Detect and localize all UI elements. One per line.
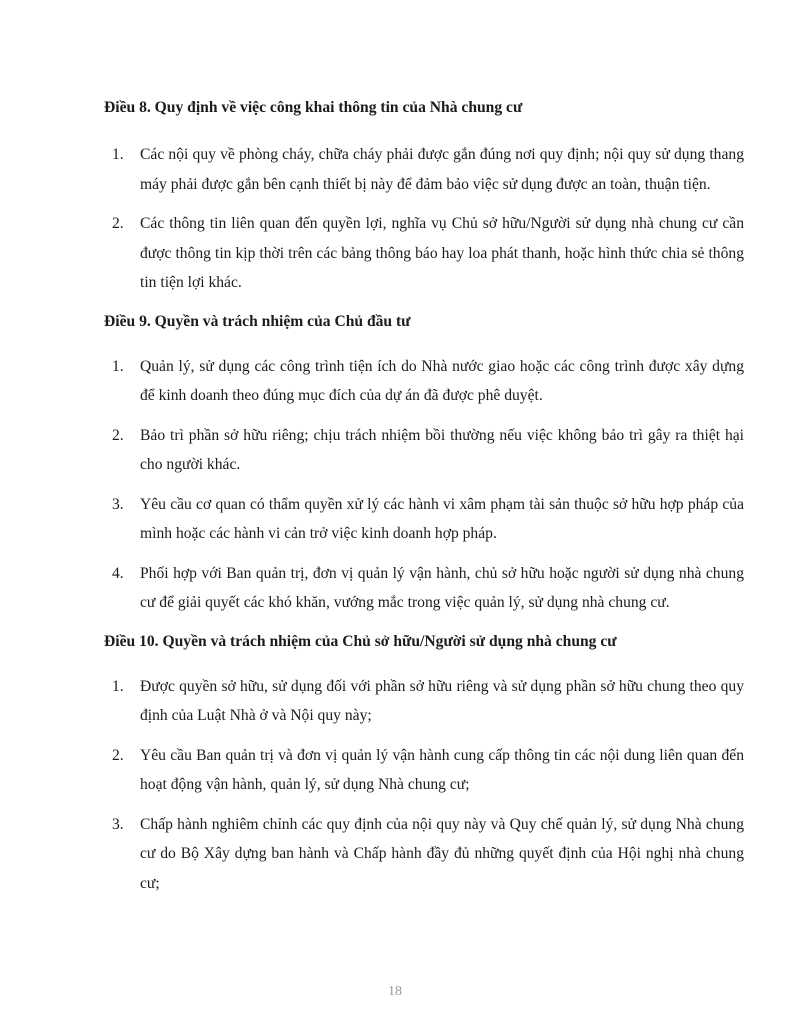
item-text: Các thông tin liên quan đến quyền lợi, nghĩa vụ Chủ sở hữu/Người sử dụng nhà chung cư cần được thông tin kịp thời trên các bảng thông báo hay loa phát thanh, hoặc hình thức chia sẻ thông tin tiện lợi khác. [140, 215, 744, 291]
item-text: Yêu cầu cơ quan có thẩm quyền xử lý các hành vi xâm phạm tài sản thuộc sở hữu hợp pháp của mình hoặc các hành vi cản trở việc kinh doanh hợp pháp. [140, 495, 744, 542]
item-number: 2. [112, 215, 124, 232]
item-number: 2. [112, 426, 124, 444]
item-number: 3. [112, 815, 124, 833]
list-item [104, 672, 744, 731]
item-number: 1. [112, 146, 124, 163]
list-item [104, 490, 744, 549]
section-title-dieu-10: Điều 10. Quyền và trách nhiệm của Chủ sở hữu/Người sử dụng nhà chung cư [104, 632, 617, 650]
item-number: 1. [112, 357, 124, 375]
item-text: Quản lý, sử dụng các công trình tiện ích do Nhà nước giao hoặc các công trình được xây dựng để kinh doanh theo đúng mục đích của dự án đã được phê duyệt. [140, 357, 744, 404]
item-text: Phối hợp với Ban quản trị, đơn vị quản lý vận hành, chủ sở hữu hoặc người sử dụng nhà chung cư để giải quyết các khó khăn, vướng mắc trong việc quản lý, sử dụng nhà chung cư. [140, 564, 744, 611]
item-number: 1. [112, 677, 124, 695]
document-body [104, 98, 744, 898]
section-list-dieu-10 [104, 672, 744, 899]
item-text: Các nội quy về phòng cháy, chữa cháy phải được gắn đúng nơi quy định; nội quy sử dụng thang máy phải được gắn bên cạnh thiết bị này để đảm bảo việc sử dụng được an toàn, thuận tiện. [140, 146, 744, 193]
section-list-dieu-9 [104, 352, 744, 618]
list-item [104, 140, 744, 199]
item-text: Được quyền sở hữu, sử dụng đối với phần sở hữu riêng và sử dụng phần sở hữu chung theo quy định của Luật Nhà ở và Nội quy này; [140, 677, 744, 724]
list-item [104, 559, 744, 618]
section-list-dieu-8 [104, 140, 744, 298]
item-number: 4. [112, 564, 124, 582]
list-item [104, 810, 744, 899]
list-item [104, 352, 744, 411]
item-text: Chấp hành nghiêm chỉnh các quy định của nội quy này và Quy chế quản lý, sử dụng Nhà chung cư do Bộ Xây dựng ban hành và Chấp hành đầy đủ những quyết định của Hội nghị nhà chung cư; [140, 815, 744, 892]
section-title-dieu-9: Điều 9. Quyền và trách nhiệm của Chủ đầu tư [104, 312, 411, 330]
list-item [104, 421, 744, 480]
list-item [104, 741, 744, 800]
list-item [104, 209, 744, 298]
item-text: Bảo trì phần sở hữu riêng; chịu trách nhiệm bồi thường nếu việc không bảo trì gây ra thiệt hại cho người khác. [140, 426, 744, 473]
section-title-dieu-8: Điều 8. Quy định về việc công khai thông tin của Nhà chung cư [104, 99, 523, 116]
item-text: Yêu cầu Ban quản trị và đơn vị quản lý vận hành cung cấp thông tin các nội dung liên quan đến hoạt động vận hành, quản lý, sử dụng Nhà chung cư; [140, 746, 744, 793]
page-number: 18 [388, 984, 402, 999]
item-number: 2. [112, 746, 124, 764]
item-number: 3. [112, 495, 124, 513]
